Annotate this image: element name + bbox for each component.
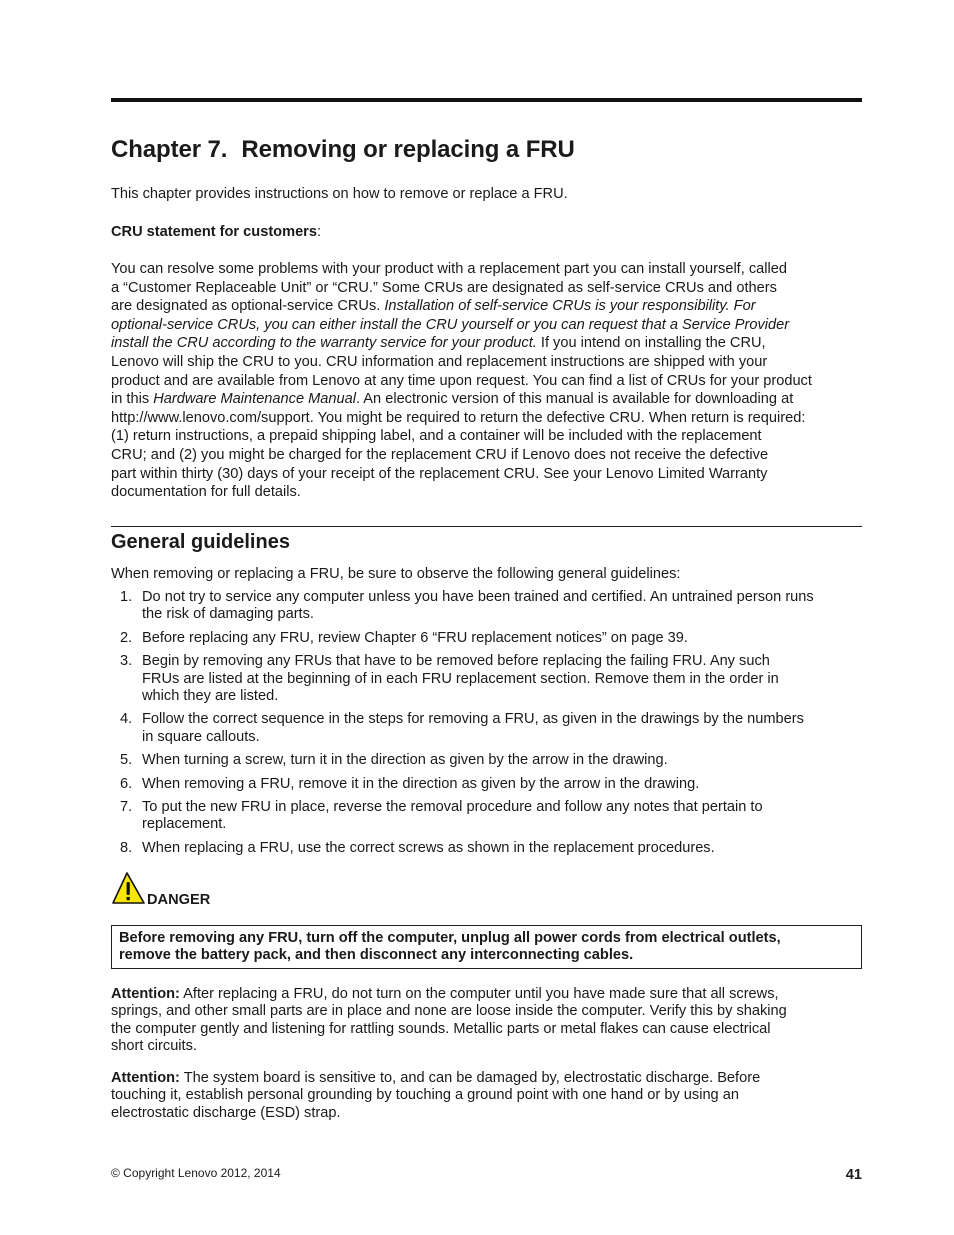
cru-line: documentation for full details. <box>111 484 301 501</box>
cru-line: a “Customer Replaceable Unit” or “CRU.” Some CRUs are designated as self-service CRUs and others <box>111 279 777 296</box>
attention-line: the computer gently and listening for rattling sounds. Metallic parts or metal flakes can cause electrical <box>111 1020 771 1037</box>
cru-text: in this <box>111 391 154 408</box>
cru-text: If you intend on installing the CRU, <box>536 335 766 352</box>
danger-box <box>111 925 862 969</box>
guideline-text: replacement. <box>142 816 227 833</box>
guideline-text: When removing a FRU, remove it in the direction as given by the arrow in the drawing. <box>142 775 700 792</box>
guideline-text: FRUs are listed at the beginning of in each FRU replacement section. Remove them in the order in <box>142 670 779 687</box>
attention-line <box>111 1070 862 1087</box>
cru-line <box>111 297 862 316</box>
cru-italic-text: optional-service CRUs, you can either install the CRU yourself or you can request that a Service Provider <box>111 316 790 333</box>
guideline-number: 4. <box>120 711 133 728</box>
guideline-number: 2. <box>120 629 133 646</box>
guideline-number: 8. <box>120 839 133 856</box>
cru-heading-colon: : <box>316 224 322 240</box>
guideline-text: Before replacing any FRU, review Chapter 6 “FRU replacement notices” on page 39. <box>142 629 688 646</box>
attention-line: electrostatic discharge (ESD) strap. <box>111 1104 341 1121</box>
guideline-number: 1. <box>120 589 133 605</box>
attention-label: Attention: <box>111 1070 180 1086</box>
guideline-item <box>111 776 862 793</box>
guidelines-intro: When removing or replacing a FRU, be sure to observe the following general guidelines: <box>111 566 681 582</box>
cru-line <box>111 390 862 409</box>
cru-text: . An electronic version of this manual is available for downloading at <box>356 391 794 408</box>
attention-note-2 <box>111 1070 862 1122</box>
guideline-text: Follow the correct sequence in the steps for removing a FRU, as given in the drawings by the numbers <box>142 711 804 728</box>
danger-notice <box>111 871 311 907</box>
guideline-item <box>111 711 862 746</box>
guideline-item <box>111 630 862 647</box>
guideline-text: Do not try to service any computer unless you have been trained and certified. An untrained person runs <box>142 589 814 605</box>
chapter-name: Removing or replacing a FRU <box>241 136 575 163</box>
cru-line <box>111 316 862 335</box>
cru-italic-text: Installation of self-service CRUs is your responsibility. For <box>384 298 756 315</box>
document-page <box>111 0 862 1235</box>
guideline-text: When replacing a FRU, use the correct screws as shown in the replacement procedures. <box>142 839 715 856</box>
cru-heading-text: CRU statement for customers <box>111 224 317 240</box>
guideline-item <box>111 589 862 624</box>
cru-line: http://www.lenovo.com/support. You might be required to return the defective CRU. When return is required: <box>111 409 806 426</box>
guideline-text: Begin by removing any FRUs that have to be removed before replacing the failing FRU. Any such <box>142 653 770 670</box>
guideline-number: 6. <box>120 775 133 792</box>
manual-title-italic: Hardware Maintenance Manual <box>153 391 356 408</box>
guideline-text: the risk of damaging parts. <box>142 606 314 623</box>
footer-copyright: © Copyright Lenovo 2012, 2014 <box>111 1166 281 1180</box>
attention-line: springs, and other small parts are in place and none are loose inside the computer. Verify this by shaking <box>111 1003 787 1020</box>
attention-line: touching it, establish personal grounding by touching a ground point with one hand or by using an <box>111 1087 739 1104</box>
attention-note-1 <box>111 986 862 1056</box>
guideline-number: 5. <box>120 752 133 769</box>
guideline-item <box>111 653 862 705</box>
danger-label: DANGER <box>147 892 211 908</box>
danger-line: remove the battery pack, and then disconnect any interconnecting cables. <box>119 947 634 964</box>
guidelines-list <box>111 589 862 863</box>
cru-line: part within thirty (30) days of your receipt of the replacement CRU. See your Lenovo Limited Warranty <box>111 465 768 482</box>
guideline-item <box>111 840 862 857</box>
guideline-text: When turning a screw, turn it in the direction as given by the arrow in the drawing. <box>142 752 668 769</box>
chapter-number: Chapter 7. <box>111 136 228 163</box>
guideline-number: 3. <box>120 653 133 670</box>
cru-heading <box>111 223 862 242</box>
chapter-title <box>111 136 575 164</box>
chapter-top-rule <box>111 98 862 102</box>
guideline-text: which they are listed. <box>142 688 279 705</box>
attention-label: Attention: <box>111 986 180 1002</box>
attention-line: short circuits. <box>111 1038 197 1055</box>
attention-text: The system board is sensitive to, and can be damaged by, electrostatic discharge. Before <box>179 1070 761 1086</box>
guideline-text: in square callouts. <box>142 728 260 745</box>
chapter-intro: This chapter provides instructions on how to remove or replace a FRU. <box>111 186 568 202</box>
guideline-number: 7. <box>120 799 133 816</box>
warning-triangle-icon <box>111 871 147 905</box>
section-title-general-guidelines: General guidelines <box>111 531 290 553</box>
guideline-item <box>111 752 862 769</box>
cru-italic-text: install the CRU according to the warranty service for your product. <box>111 335 537 352</box>
cru-statement <box>111 260 862 502</box>
cru-line: (1) return instructions, a prepaid shipping label, and a container will be included with the replacement <box>111 428 762 445</box>
cru-line: CRU; and (2) you might be charged for the replacement CRU if Lenovo does not receive the defective <box>111 446 769 463</box>
cru-line <box>111 334 862 353</box>
cru-text: are designated as optional-service CRUs. <box>111 298 385 315</box>
attention-line <box>111 986 862 1003</box>
cru-line: You can resolve some problems with your product with a replacement part you can install yourself, called <box>111 261 787 277</box>
guideline-item <box>111 799 862 834</box>
danger-line: Before removing any FRU, turn off the computer, unplug all power cords from electrical outlets, <box>119 930 781 946</box>
footer-page-number: 41 <box>845 1167 862 1183</box>
guideline-text: To put the new FRU in place, reverse the removal procedure and follow any notes that pertain to <box>142 799 763 816</box>
section-rule <box>111 526 862 527</box>
attention-text: After replacing a FRU, do not turn on the computer until you have made sure that all screws, <box>179 986 779 1002</box>
cru-line: product and are available from Lenovo at any time upon request. You can find a list of CRUs for your product <box>111 372 812 389</box>
cru-line: Lenovo will ship the CRU to you. CRU information and replacement instructions are shipped with your <box>111 353 768 370</box>
